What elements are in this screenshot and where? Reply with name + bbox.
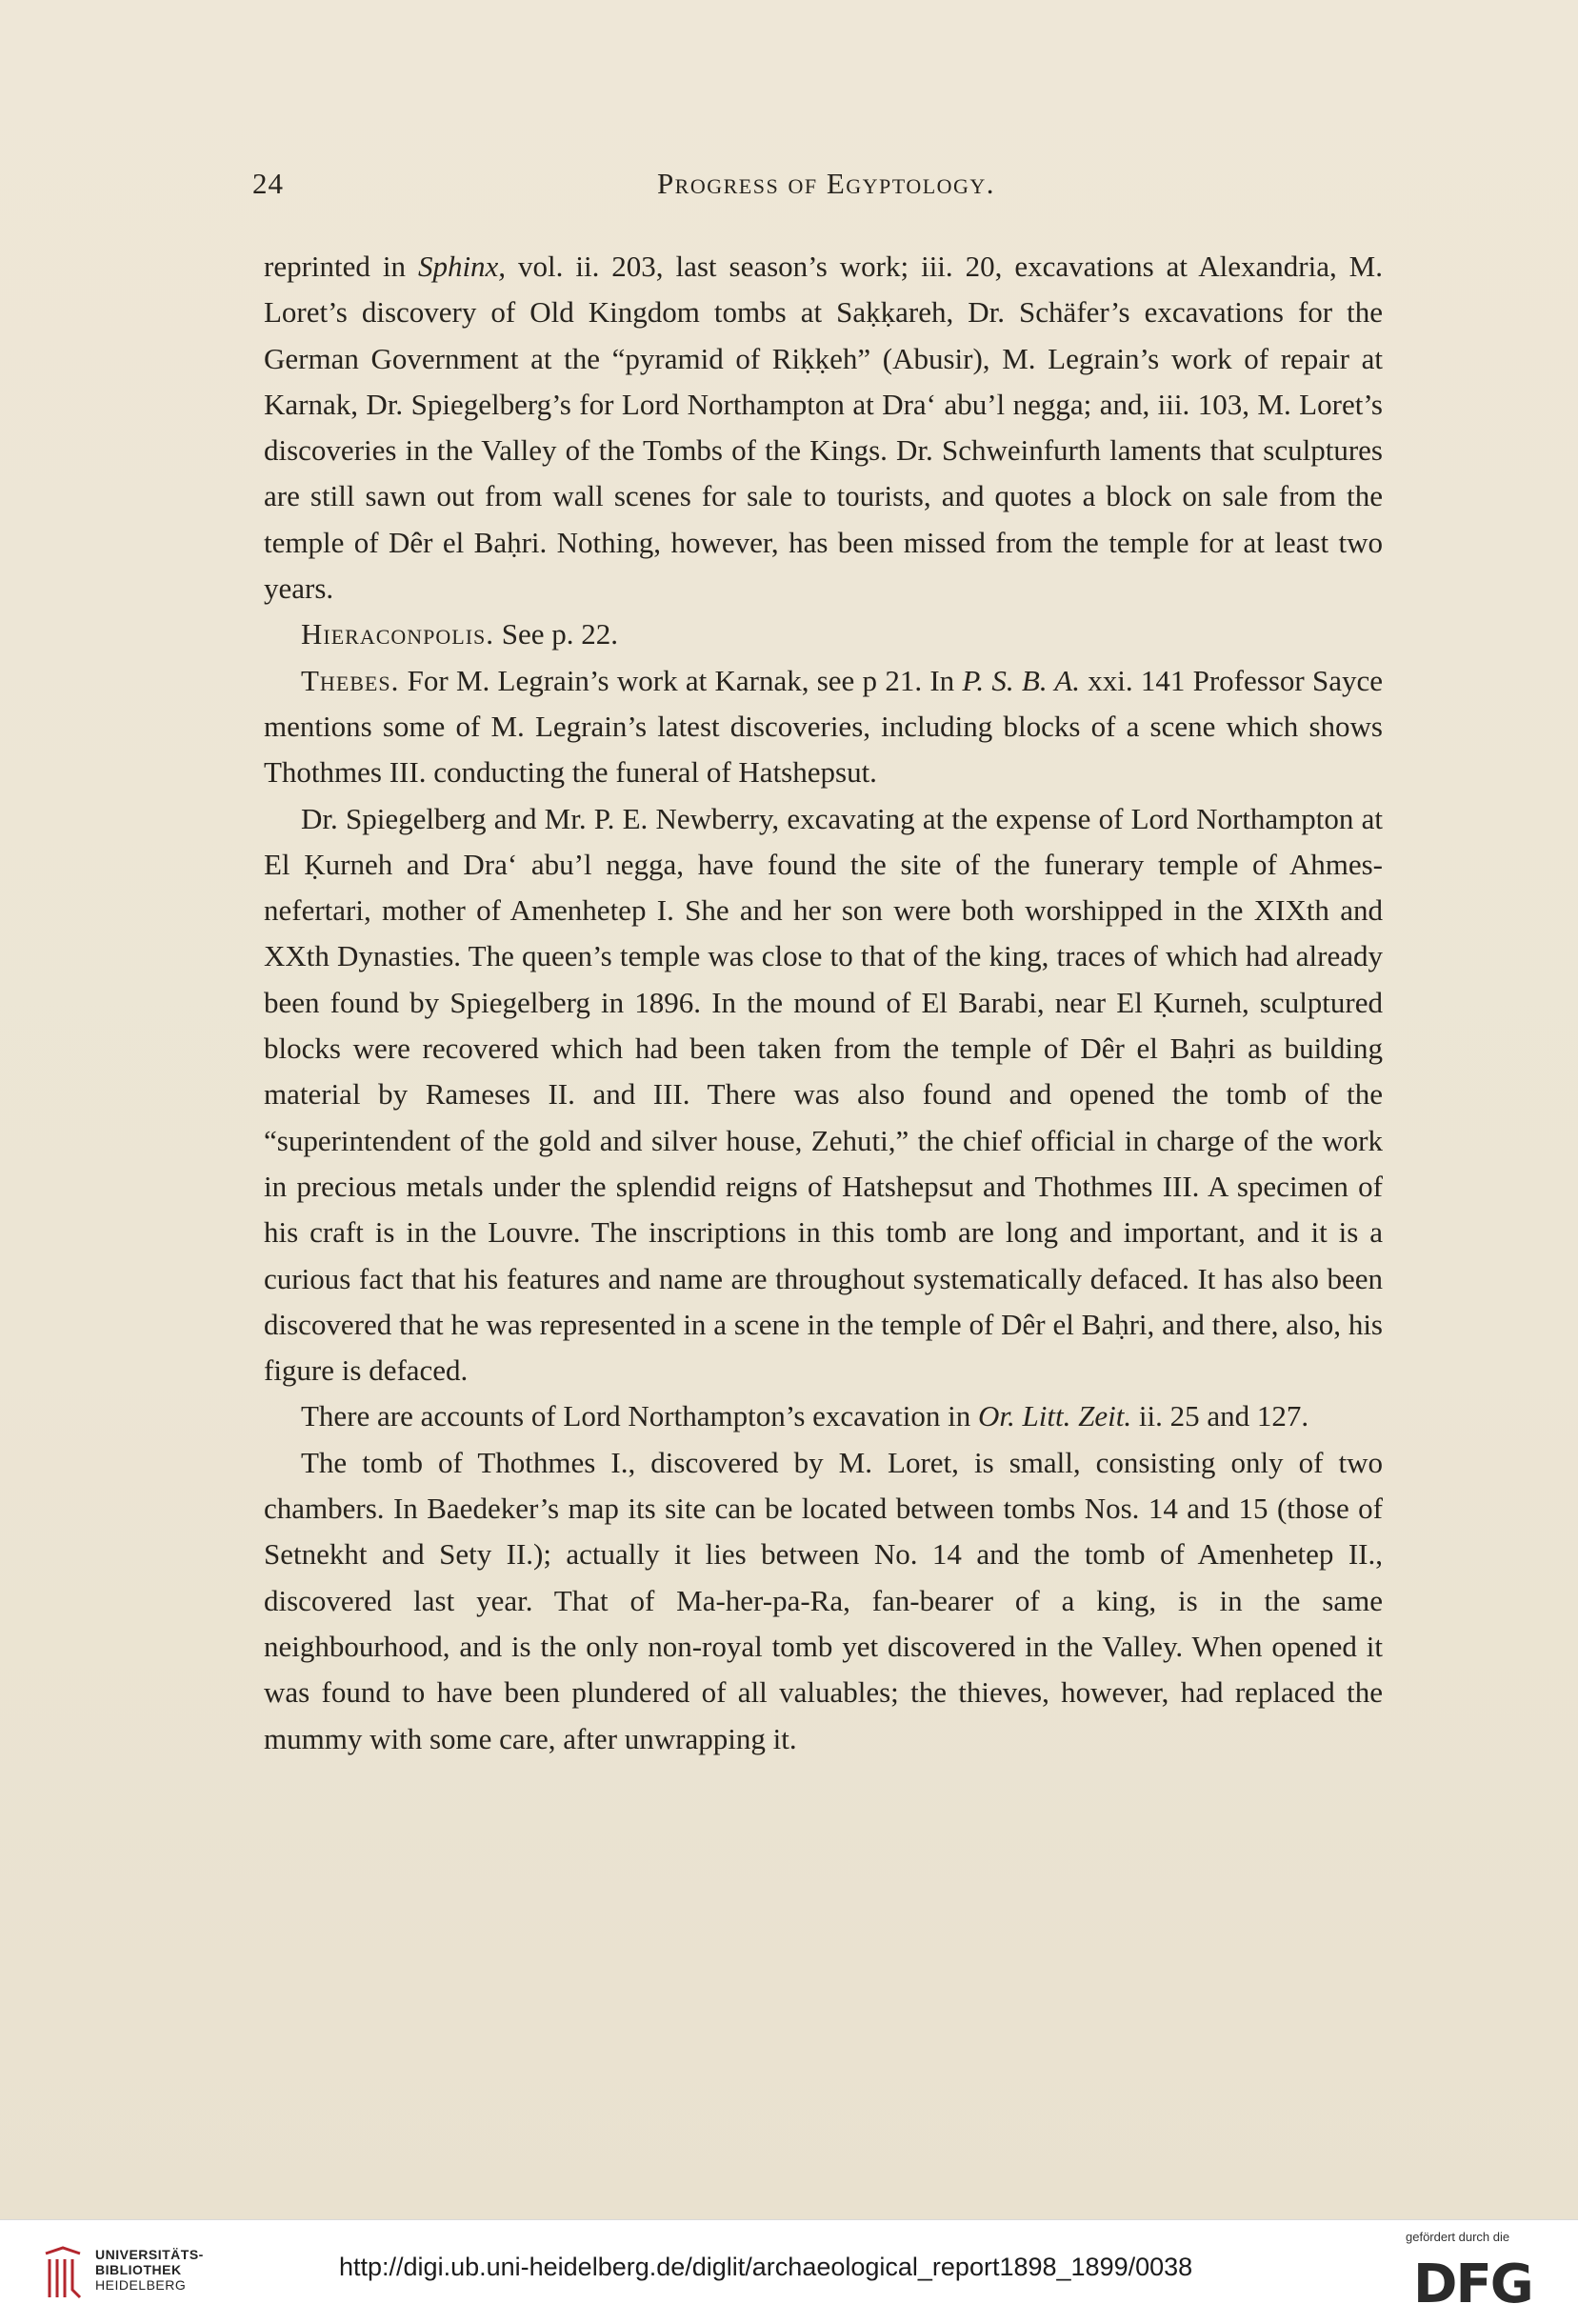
italic-text: P. S. B. A. bbox=[962, 663, 1080, 697]
dfg-logo-text: DFG bbox=[1413, 2254, 1532, 2310]
text-run: ii. 25 and 127. bbox=[1131, 1399, 1309, 1433]
permalink-url[interactable]: http://digi.ub.uni-heidelberg.de/diglit/archaeological_report1898_1899/0038 bbox=[339, 2253, 1193, 2281]
library-line: BIBLIOTHEK bbox=[95, 2262, 182, 2277]
text-run: Dr. Spiegelberg and Mr. P. E. Newberry, excavating at the expense of Lord Northampton at El Ḳurneh and Dra‘ abu’l negga, have found the site of the funerary temple of Ahmes-nefertari, mother of Amenhetep I. She and her son were both worshipped in the XIXth and XXth Dynasties. The queen’s temple was close to that of the king, traces of which had already been found by Spiegelberg in 1896. In the mound of El Barabi, near El Ḳurneh, sculptured blocks were recovered which had been taken from the temple of Dêr el Baḥri as building material by Rameses II. and III. There was also found and opened the tomb of the “superintendent of the gold and silver house, Zehuti,” the chief official in charge of the work in precious metals under the splendid reigns of Hatshepsut and Thothmes III. A specimen of his craft is in the Louvre. The inscriptions in this tomb are long and important, and it is a curious fact that his features and name are throughout systematically defaced. It has also been discovered that he was represented in a scene in the temple of Dêr el Baḥri, and there, also, his figure is defaced. bbox=[264, 801, 1383, 1388]
paragraph-thebes bbox=[264, 658, 1383, 796]
university-library-logo-icon bbox=[40, 2244, 86, 2301]
paragraph-hieraconpolis bbox=[264, 611, 1383, 657]
logo-pillar bbox=[72, 2259, 80, 2297]
sponsor-text: gefördert durch die bbox=[1406, 2230, 1510, 2244]
library-line: UNIVERSITÄTS- bbox=[95, 2247, 204, 2262]
text-run: xxi. 141 Professor Sayce mentions some of M. Legrain’s latest discoveries, including blocks of a scene which shows Thothmes III. conducting the funeral of Hatshepsut. bbox=[264, 663, 1383, 790]
text-run: For M. Legrain’s work at Karnak, see p 21. In bbox=[399, 663, 963, 697]
italic-text: Or. Litt. Zeit. bbox=[978, 1399, 1132, 1433]
digitization-footer bbox=[0, 2219, 1578, 2324]
page-number: 24 bbox=[252, 167, 284, 200]
body-text bbox=[264, 244, 1383, 1762]
section-heading: Hieraconpolis. bbox=[301, 617, 495, 651]
text-run: vol. ii. 203, last season’s work; iii. 20, excavations at Alexandria, M. Loret’s discovery of Old Kingdom tombs at Saḳḳareh, Dr. Schäfer’s excavations for the German Government at the “pyramid of Riḳḳeh” (Abusir), M. Legrain’s work of repair at Karnak, Dr. Spiegelberg’s for Lord Northampton at Dra‘ abu’l negga; and, iii. 103, M. Loret’s discoveries in the Valley of the Tombs of the Kings. Dr. Schweinfurth laments that sculptures are still sawn out from wall scenes for sale to tourists, and quotes a block on sale from the temple of Dêr el Baḥri. Nothing, however, has been missed from the temple for at least two years. bbox=[264, 250, 1383, 606]
text-run: The tomb of Thothmes I., discovered by M. Loret, is small, consisting only of two chambers. In Baedeker’s map its site can be located between tombs Nos. 14 and 15 (those of Setnekht and Sety II.); actually it lies between No. 14 and the tomb of Amenhetep II., discovered last year. That of Ma-her-pa-Ra, fan-bearer of a king, is in the same neighbourhood, and is the only non-royal tomb yet discovered in the Valley. When opened it was found to have been plundered of all valuables; the thieves, however, had replaced the mummy with some care, after unwrapping it. bbox=[264, 1445, 1383, 1755]
text-run: See p. 22. bbox=[494, 617, 619, 651]
paragraph bbox=[264, 1393, 1383, 1439]
paragraph bbox=[264, 244, 1383, 611]
logo-roof bbox=[46, 2248, 80, 2254]
dfg-logo-icon bbox=[1409, 2253, 1552, 2310]
page-header bbox=[252, 167, 1400, 214]
library-line: HEIDELBERG bbox=[95, 2277, 187, 2293]
logo-strokes bbox=[46, 2248, 80, 2297]
section-heading: Thebes. bbox=[301, 663, 400, 697]
italic-text: Sphinx, bbox=[417, 250, 507, 283]
paragraph bbox=[264, 1440, 1383, 1762]
paragraph bbox=[264, 796, 1383, 1394]
text-run: There are accounts of Lord Northampton’s excavation in bbox=[301, 1399, 979, 1433]
text-run: reprinted in bbox=[264, 250, 418, 283]
running-title: Progress of Egyptology. bbox=[656, 167, 996, 200]
library-name bbox=[95, 2247, 204, 2293]
